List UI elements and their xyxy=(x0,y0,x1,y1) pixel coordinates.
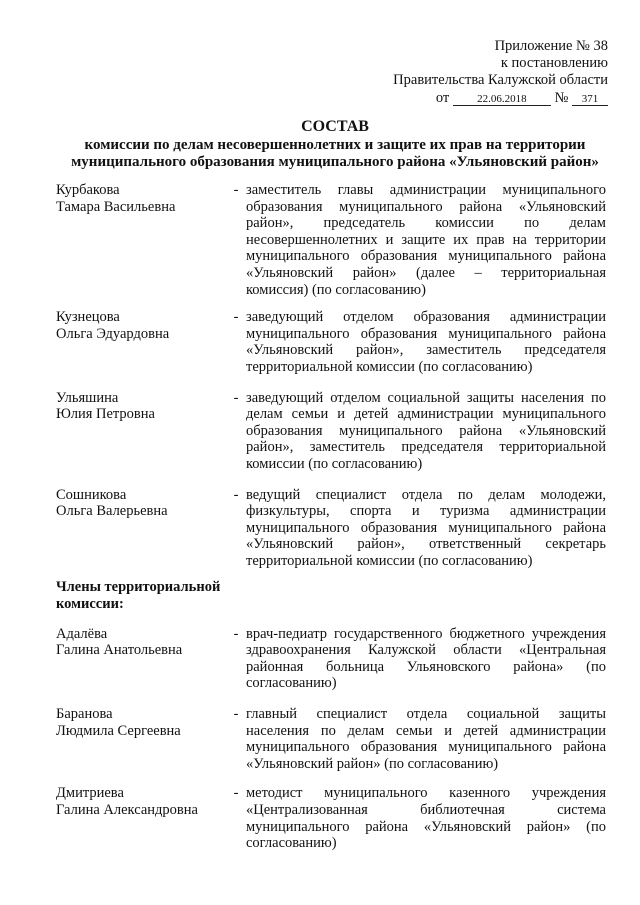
dash-separator: - xyxy=(233,706,239,723)
person-surname: Баранова xyxy=(56,706,113,723)
resolution-number: 371 xyxy=(572,93,608,106)
person-name xyxy=(56,785,228,818)
person-name xyxy=(56,309,228,342)
person-role: врач-педиатр государственного бюджетного учреждения здравоохранения Калужской области «Центральная районная больница Ульяновского района» (по согласованию) xyxy=(246,625,606,692)
list-item xyxy=(56,390,606,473)
dash-separator: - xyxy=(233,389,239,406)
person-given-name: Людмила Сергеевна xyxy=(56,722,181,739)
person-given-name: Тамара Васильевна xyxy=(56,198,176,215)
person-surname: Сошникова xyxy=(56,486,127,503)
list-item xyxy=(56,785,606,851)
appendix-to-resolution: к постановлению xyxy=(500,55,608,71)
dash-separator: - xyxy=(233,785,239,802)
resolution-date: 22.06.2018 xyxy=(453,93,551,106)
list-item xyxy=(56,487,606,570)
person-given-name: Юлия Петровна xyxy=(56,406,155,423)
document-title xyxy=(40,118,630,171)
list-item xyxy=(56,182,606,298)
person-role: главный специалист отдела социальной защиты населения по делам семьи и детей администрации муниципального образования муниципального района «Ульяновский район» (по согласованию) xyxy=(246,706,606,772)
person-name xyxy=(56,706,228,739)
person-role: заведующий отделом социальной защиты населения по делам семьи и детей администрации муниципального образования муниципального района «Ульяновский район», заместитель председателя территориальной комиссии (по согласованию) xyxy=(246,389,606,472)
dash-separator: - xyxy=(233,182,239,198)
person-given-name: Ольга Эдуардовна xyxy=(56,325,170,342)
person-given-name: Галина Александровна xyxy=(56,802,198,818)
person-given-name: Галина Анатольевна xyxy=(56,642,183,659)
commission-list xyxy=(56,182,606,852)
list-item xyxy=(56,706,606,772)
dash-separator: - xyxy=(233,625,239,642)
person-surname: Ульяшина xyxy=(56,389,119,406)
person-name xyxy=(56,487,228,520)
appendix-header xyxy=(348,38,608,107)
list-item xyxy=(56,626,606,692)
title-line-3: муниципального образования муниципального района «Ульяновский район» xyxy=(71,154,599,170)
person-role: ведущий специалист отдела по делам молодежи, физкультуры, спорта и туризма администрации муниципального образования муниципального района «Ульяновский район», ответственный секретарь территориальной комиссии (по согласованию) xyxy=(246,486,606,569)
person-given-name: Ольга Валерьевна xyxy=(56,503,168,520)
person-role: методист муниципального казенного учреждения «Централизованная библиотечная система муниципального района «Ульяновский район» (по согласованию) xyxy=(246,785,606,852)
appendix-government: Правительства Калужской области xyxy=(393,72,608,88)
person-surname: Курбакова xyxy=(56,182,120,198)
person-name xyxy=(56,626,228,659)
person-surname: Дмитриева xyxy=(56,785,124,802)
person-name xyxy=(56,390,228,423)
person-name xyxy=(56,182,228,215)
number-label: № xyxy=(554,90,569,106)
list-item xyxy=(56,309,606,375)
title-line-2: комиссии по делам несовершеннолетних и защите их прав на территории xyxy=(84,137,586,153)
title-heading: СОСТАВ xyxy=(301,118,369,135)
from-label: от xyxy=(435,90,450,106)
members-heading: Члены территориальной комиссии: xyxy=(56,579,221,613)
person-role: заведующий отделом образования администрации муниципального образования муниципального района «Ульяновский район», заместитель председателя территориальной комиссии (по согласованию) xyxy=(246,309,606,375)
person-surname: Кузнецова xyxy=(56,309,120,326)
dash-separator: - xyxy=(233,309,239,326)
person-role: заместитель главы администрации муниципального образования муниципального района «Ульяновский район», председатель комиссии по делам несовершеннолетних и защите их прав на территории муниципального образования муниципального района «Ульяновский район» (далее – территориальная комиссия) (по согласованию) xyxy=(246,182,606,298)
person-surname: Адалёва xyxy=(56,625,108,642)
appendix-number: Приложение № 38 xyxy=(494,38,608,54)
appendix-date-line xyxy=(348,90,608,107)
dash-separator: - xyxy=(233,486,239,503)
